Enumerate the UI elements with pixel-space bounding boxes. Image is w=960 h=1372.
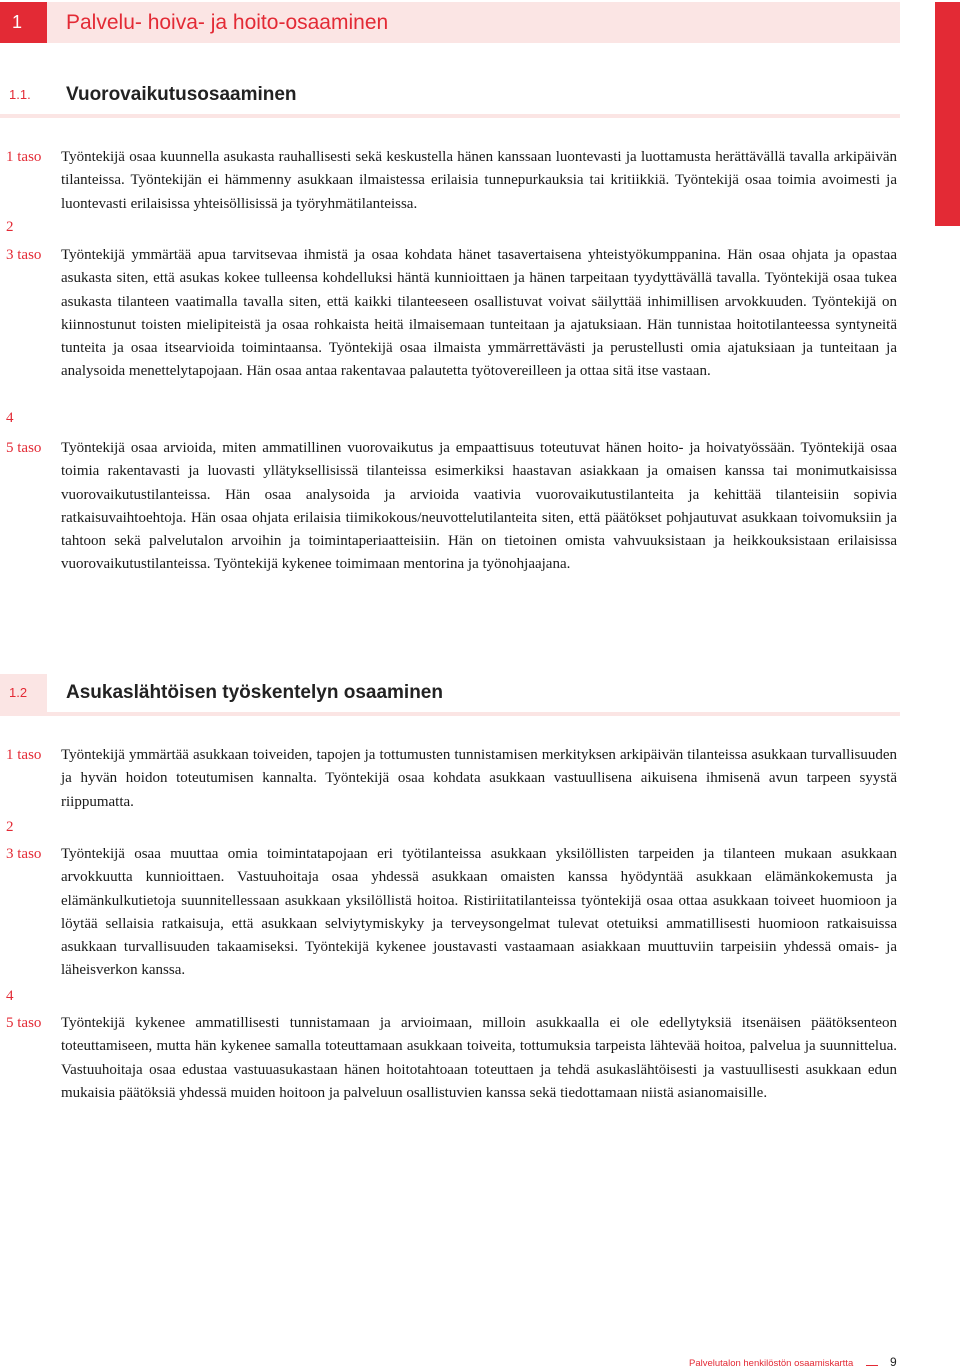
section-title: Asukaslähtöisen työskentelyn osaaminen	[66, 682, 443, 703]
chapter-number: 1	[0, 2, 47, 43]
level-label: 5 taso	[6, 440, 42, 456]
section-number: 1.2	[0, 674, 47, 712]
footer-divider	[866, 1365, 878, 1366]
level-text: Työntekijä osaa kuunnella asukasta rauhallisesti sekä keskustella hänen kanssaan luontevasti ja luottamusta herättävällä tavalla arkipäivän tilanteissa. Työntekijän ei hämmenny asukkaan ilmaistessa erilaisia tunnepurkauksia tai kritiikkiä. Työntekijä osaa toimia avoimesti ja luontevasti erilaisissa yhteisöllisissä ja työryhmätilanteissa.	[61, 149, 897, 212]
level-label: 5 taso	[6, 1015, 42, 1031]
section-title: Vuorovaikutusosaaminen	[66, 84, 297, 105]
level-text: Työntekijä osaa muuttaa omia toimintatapojaan eri työtilanteissa asukkaan yksilöllisten tarpeiden ja tilanteen mukaan asukkaan arvokkuutta kunnioittaen. Vastuuhoitaja osaa yhdessä asukkaan omaisten kanssa hyödyntää asukkaan elämänkokemusta ja elämänkulkutietoja suunnitellessaan asukkaan yksilöllistä hoitoa. Ristiriitatilanteissa työntekijä osaa ottaa asukkaan toiveet huomioon ja löytää sellaisia ratkaisuja, että asukkaan selviytymiskyky ja terveysongelmat tulevat otetuiksi ammatillisesti huomioon ratkaisuissa asukkaan turvallisuuden takaamiseksi. Työntekijä kykenee joustavasti vastaamaan asiakkaan muuttuviin tarpeisiin yhdessä omais- ja läheisverkon kanssa.	[61, 846, 897, 979]
level-text: Työntekijä osaa arvioida, miten ammatillinen vuorovaikutus ja empaattisuus toteutuvat hänen hoito- ja hoivatyössään. Työntekijä osaa toimia rakentavasti ja luovasti yllätyksellisissä tilanteissa esimerkiksi haastavan asiakkaan ja omaisen kanssa tai monimutkaisissa vuorovaikutustilanteissa. Hän osaa analysoida ja arvioida vaativia vuorovaikutustilanteita ja kehittää tilanteisiin sopivia ratkaisuvaihtoehtoja. Hän osaa ohjata erilaisia tiimikokous/neuvottelutilanteita siten, että päätökset pohjautuvat asukkaan toivomuksiin ja tahtoon sekä palvelutalon arvoihin ja toimintaperiaatteisiin. Hän on tietoinen omista vahvuuksistaan ja heikkouksistaan erilaisissa vuorovaikutustilanteissa. Työntekijä kykenee toimimaan mentorina ja työnohjaajana.	[61, 440, 897, 573]
level-label: 1 taso	[6, 747, 42, 763]
section-rule	[0, 712, 900, 716]
level-label: 3 taso	[6, 846, 42, 862]
side-tab-marker	[935, 2, 960, 226]
level-label: 4	[6, 988, 14, 1004]
section-rule	[0, 114, 900, 118]
level-text: Työntekijä ymmärtää asukkaan toiveiden, tapojen ja tottumusten tunnistamisen merkityksen arkipäivän tilanteissa asukkaan turvallisuuden ja hyvän hoidon toteutumisen kannalta. Työntekijä osaa kohdata asukkaan vastuullisena aikuisena ihmisenä avun tarpeen syystä riippumatta.	[61, 747, 897, 810]
chapter-header	[0, 2, 900, 43]
page-number: 9	[890, 1355, 897, 1369]
chapter-title: Palvelu- hoiva- ja hoito-osaaminen	[66, 11, 389, 34]
level-label: 3 taso	[6, 247, 42, 263]
level-text: Työntekijä ymmärtää apua tarvitsevaa ihmistä ja osaa kohdata hänet tasavertaisena yhteistyökumppanina. Hän osaa ohjata ja opastaa asukasta siten, että asukas kokee tulleensa kohdelluksi häntä kunnioittaen ja hänen tarpeitaan tyydyttävällä tavalla. Työntekijä osaa tukea asukasta tilanteen vaatimalla tavalla siten, että kaikki tilanteeseen osallistuvat voivat säilyttää inhimillisen arvokkuuden. Työntekijä on kiinnostunut toisten mielipiteistä ja osaa rohkaista heitä ilmaisemaan tunteitaan ja ajatuksiaan. Hän tunnistaa hoitotilanteessa syntyneitä tunteita ja osaa itsearvioida toimintaansa. Työntekijä osaa ilmaista ymmärrettävästi ja perustellusti omia ajatuksiaan ja tunteitaan ja analysoida menettelytapojaan. Hän osaa antaa rakentavaa palautetta työtovereilleen ja ottaa sitä itse vastaan.	[61, 247, 897, 380]
level-label: 2	[6, 819, 14, 835]
level-label: 4	[6, 410, 14, 426]
footer-title: Palvelutalon henkilöstön osaamiskartta	[689, 1358, 854, 1369]
section-header-1-2	[0, 674, 900, 715]
level-label: 1 taso	[6, 149, 42, 165]
section-header-1-1	[0, 76, 900, 117]
level-text: Työntekijä kykenee ammatillisesti tunnistamaan ja arvioimaan, milloin asukkaalla ei ole edellytyksiä itsenäisen päätöksenteon toteuttamiseen, mutta hän kykenee samalla toteuttamaan asukkaan toiveita, tottumuksia tarpeista lähtevää hoitoa, palvelua ja suunnittelua. Vastuuhoitaja osaa edustaa vastuuasukastaan hänen hoitotahtoaan toteuttaen ja tehdä asukaslähtöisesti ja vastuullisesti asukkaan edun mukaisia päätöksiä yhdessä muiden hoitoon ja palveluun osallistuvien kanssa sekä tiedottamaan niistä asianomaisille.	[61, 1015, 897, 1101]
level-label: 2	[6, 219, 14, 235]
section-number: 1.1.	[9, 87, 31, 102]
